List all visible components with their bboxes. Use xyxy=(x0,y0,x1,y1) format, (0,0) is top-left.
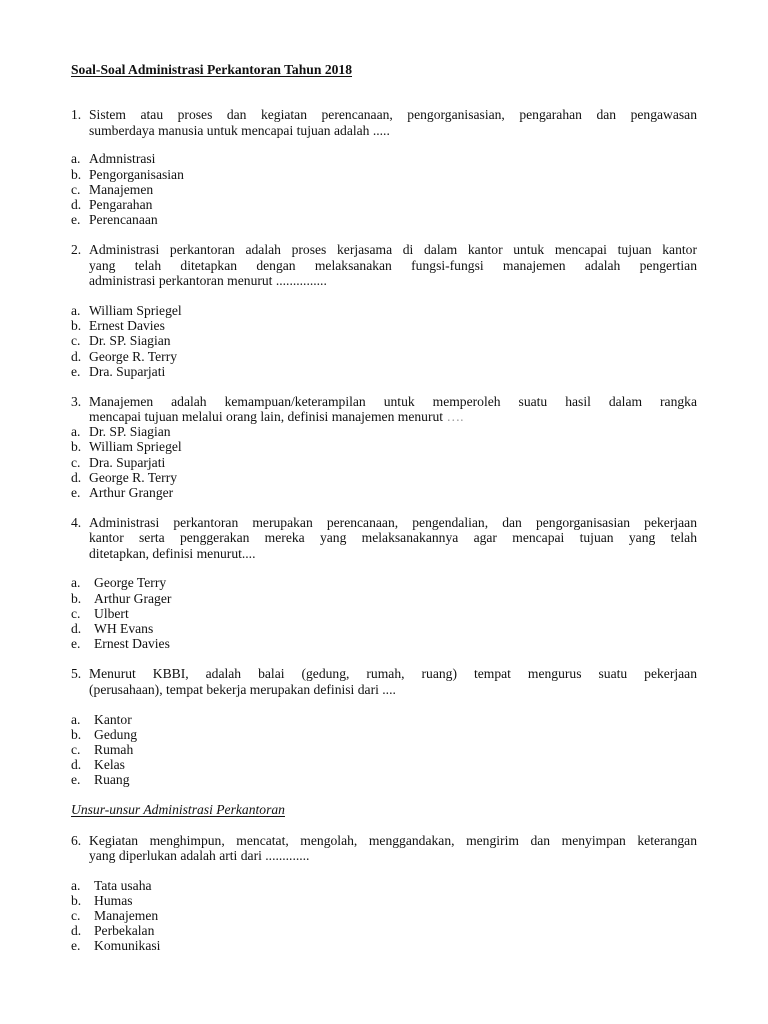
option-letter: b. xyxy=(71,318,82,333)
option-text: Perbekalan xyxy=(94,923,155,938)
option-text: Gedung xyxy=(94,727,138,742)
question-text-line: Administrasi perkantoran adalah proses kerjasama di dalam kantor untuk mencapai tujuan kantor xyxy=(89,242,697,257)
option-text: Ernest Davies xyxy=(89,318,165,333)
option-letter: b. xyxy=(71,591,82,606)
option-letter: e. xyxy=(71,212,81,227)
question-text-line: Administrasi perkantoran merupakan perencanaan, pengendalian, dan pengorganisasian pekerjaan xyxy=(89,515,697,530)
option-text: Tata usaha xyxy=(94,878,152,893)
question-text-line: yang diperlukan adalah arti dari ............. xyxy=(89,848,310,863)
question-text-line: ditetapkan, definisi menurut.... xyxy=(89,546,256,561)
option-letter: a. xyxy=(71,712,81,727)
option-letter: a. xyxy=(71,575,81,590)
question-number: 2. xyxy=(71,242,82,257)
option-text: George R. Terry xyxy=(89,349,178,364)
option-text: Pengorganisasian xyxy=(89,167,184,182)
question-text-line: (perusahaan), tempat bekerja merupakan definisi dari .... xyxy=(89,682,396,697)
option-text: Arthur Grager xyxy=(94,591,172,606)
option-letter: c. xyxy=(71,333,81,348)
option-text: Perencanaan xyxy=(89,212,158,227)
option-letter: a. xyxy=(71,303,81,318)
option-letter: e. xyxy=(71,938,81,953)
option-letter: c. xyxy=(71,606,81,621)
option-letter: d. xyxy=(71,923,82,938)
question-number: 4. xyxy=(71,515,82,530)
option-letter: e. xyxy=(71,636,81,651)
question-text-line-with-dots xyxy=(89,409,463,424)
option-letter: b. xyxy=(71,727,82,742)
question-number: 1. xyxy=(71,107,82,122)
question-text-line: Sistem atau proses dan kegiatan perencanaan, pengorganisasian, pengarahan dan pengawasan xyxy=(89,107,697,122)
option-text: Pengarahan xyxy=(89,197,153,212)
option-letter: b. xyxy=(71,167,82,182)
option-letter: a. xyxy=(71,151,81,166)
option-text: Arthur Granger xyxy=(89,485,174,500)
option-text: Dr. SP. Siagian xyxy=(89,333,171,348)
section-heading: Unsur-unsur Administrasi Perkantoran xyxy=(71,802,285,817)
option-letter: c. xyxy=(71,908,81,923)
option-text: Ulbert xyxy=(94,606,129,621)
question-text-line: administrasi perkantoran menurut ............... xyxy=(89,273,327,288)
option-text: Dra. Suparjati xyxy=(89,364,166,379)
document-title: Soal-Soal Administrasi Perkantoran Tahun 2018 xyxy=(71,62,353,77)
option-text: William Spriegel xyxy=(89,303,182,318)
question-text-line: sumberdaya manusia untuk mencapai tujuan adalah ..... xyxy=(89,123,390,138)
option-letter: d. xyxy=(71,197,82,212)
question-text-line: mencapai tujuan melalui orang lain, definisi manajemen menurut xyxy=(89,409,444,424)
question-text-line: kantor serta penggerakan mereka yang melaksanakannya agar mencapai tujuan yang telah xyxy=(89,530,697,545)
question-number: 3. xyxy=(71,394,82,409)
option-text: Admnistrasi xyxy=(89,151,156,166)
option-letter: e. xyxy=(71,364,81,379)
option-text: Komunikasi xyxy=(94,938,161,953)
question-number: 6. xyxy=(71,833,82,848)
option-text: William Spriegel xyxy=(89,439,182,454)
option-letter: a. xyxy=(71,424,81,439)
option-text: Manajemen xyxy=(94,908,159,923)
trailing-dots: …. xyxy=(446,409,464,424)
option-text: Ruang xyxy=(94,772,130,787)
question-text-line: Menurut KBBI, adalah balai (gedung, rumah, ruang) tempat mengurus suatu pekerjaan xyxy=(89,666,697,681)
option-letter: b. xyxy=(71,439,82,454)
option-text: George Terry xyxy=(94,575,167,590)
option-text: Kantor xyxy=(94,712,132,727)
option-text: Kelas xyxy=(94,757,125,772)
option-letter: c. xyxy=(71,742,81,757)
option-text: George R. Terry xyxy=(89,470,178,485)
option-letter: d. xyxy=(71,621,82,636)
option-text: Ernest Davies xyxy=(94,636,170,651)
question-number: 5. xyxy=(71,666,82,681)
question-text-line: yang telah ditetapkan dengan melaksanakan fungsi-fungsi manajemen adalah pengertian xyxy=(89,258,697,273)
option-text: Dra. Suparjati xyxy=(89,455,166,470)
option-letter: c. xyxy=(71,455,81,470)
option-letter: d. xyxy=(71,349,82,364)
option-letter: e. xyxy=(71,485,81,500)
option-letter: e. xyxy=(71,772,81,787)
option-text: Manajemen xyxy=(89,182,154,197)
option-text: Dr. SP. Siagian xyxy=(89,424,171,439)
option-text: Humas xyxy=(94,893,133,908)
option-letter: c. xyxy=(71,182,81,197)
option-text: WH Evans xyxy=(94,621,154,636)
option-text: Rumah xyxy=(94,742,134,757)
option-letter: b. xyxy=(71,893,82,908)
question-text-line: Manajemen adalah kemampuan/keterampilan untuk memperoleh suatu hasil dalam rangka xyxy=(89,394,697,409)
option-letter: d. xyxy=(71,757,82,772)
question-text-line: Kegiatan menghimpun, mencatat, mengolah, menggandakan, mengirim dan menyimpan keterangan xyxy=(89,833,697,848)
option-letter: d. xyxy=(71,470,82,485)
option-letter: a. xyxy=(71,878,81,893)
